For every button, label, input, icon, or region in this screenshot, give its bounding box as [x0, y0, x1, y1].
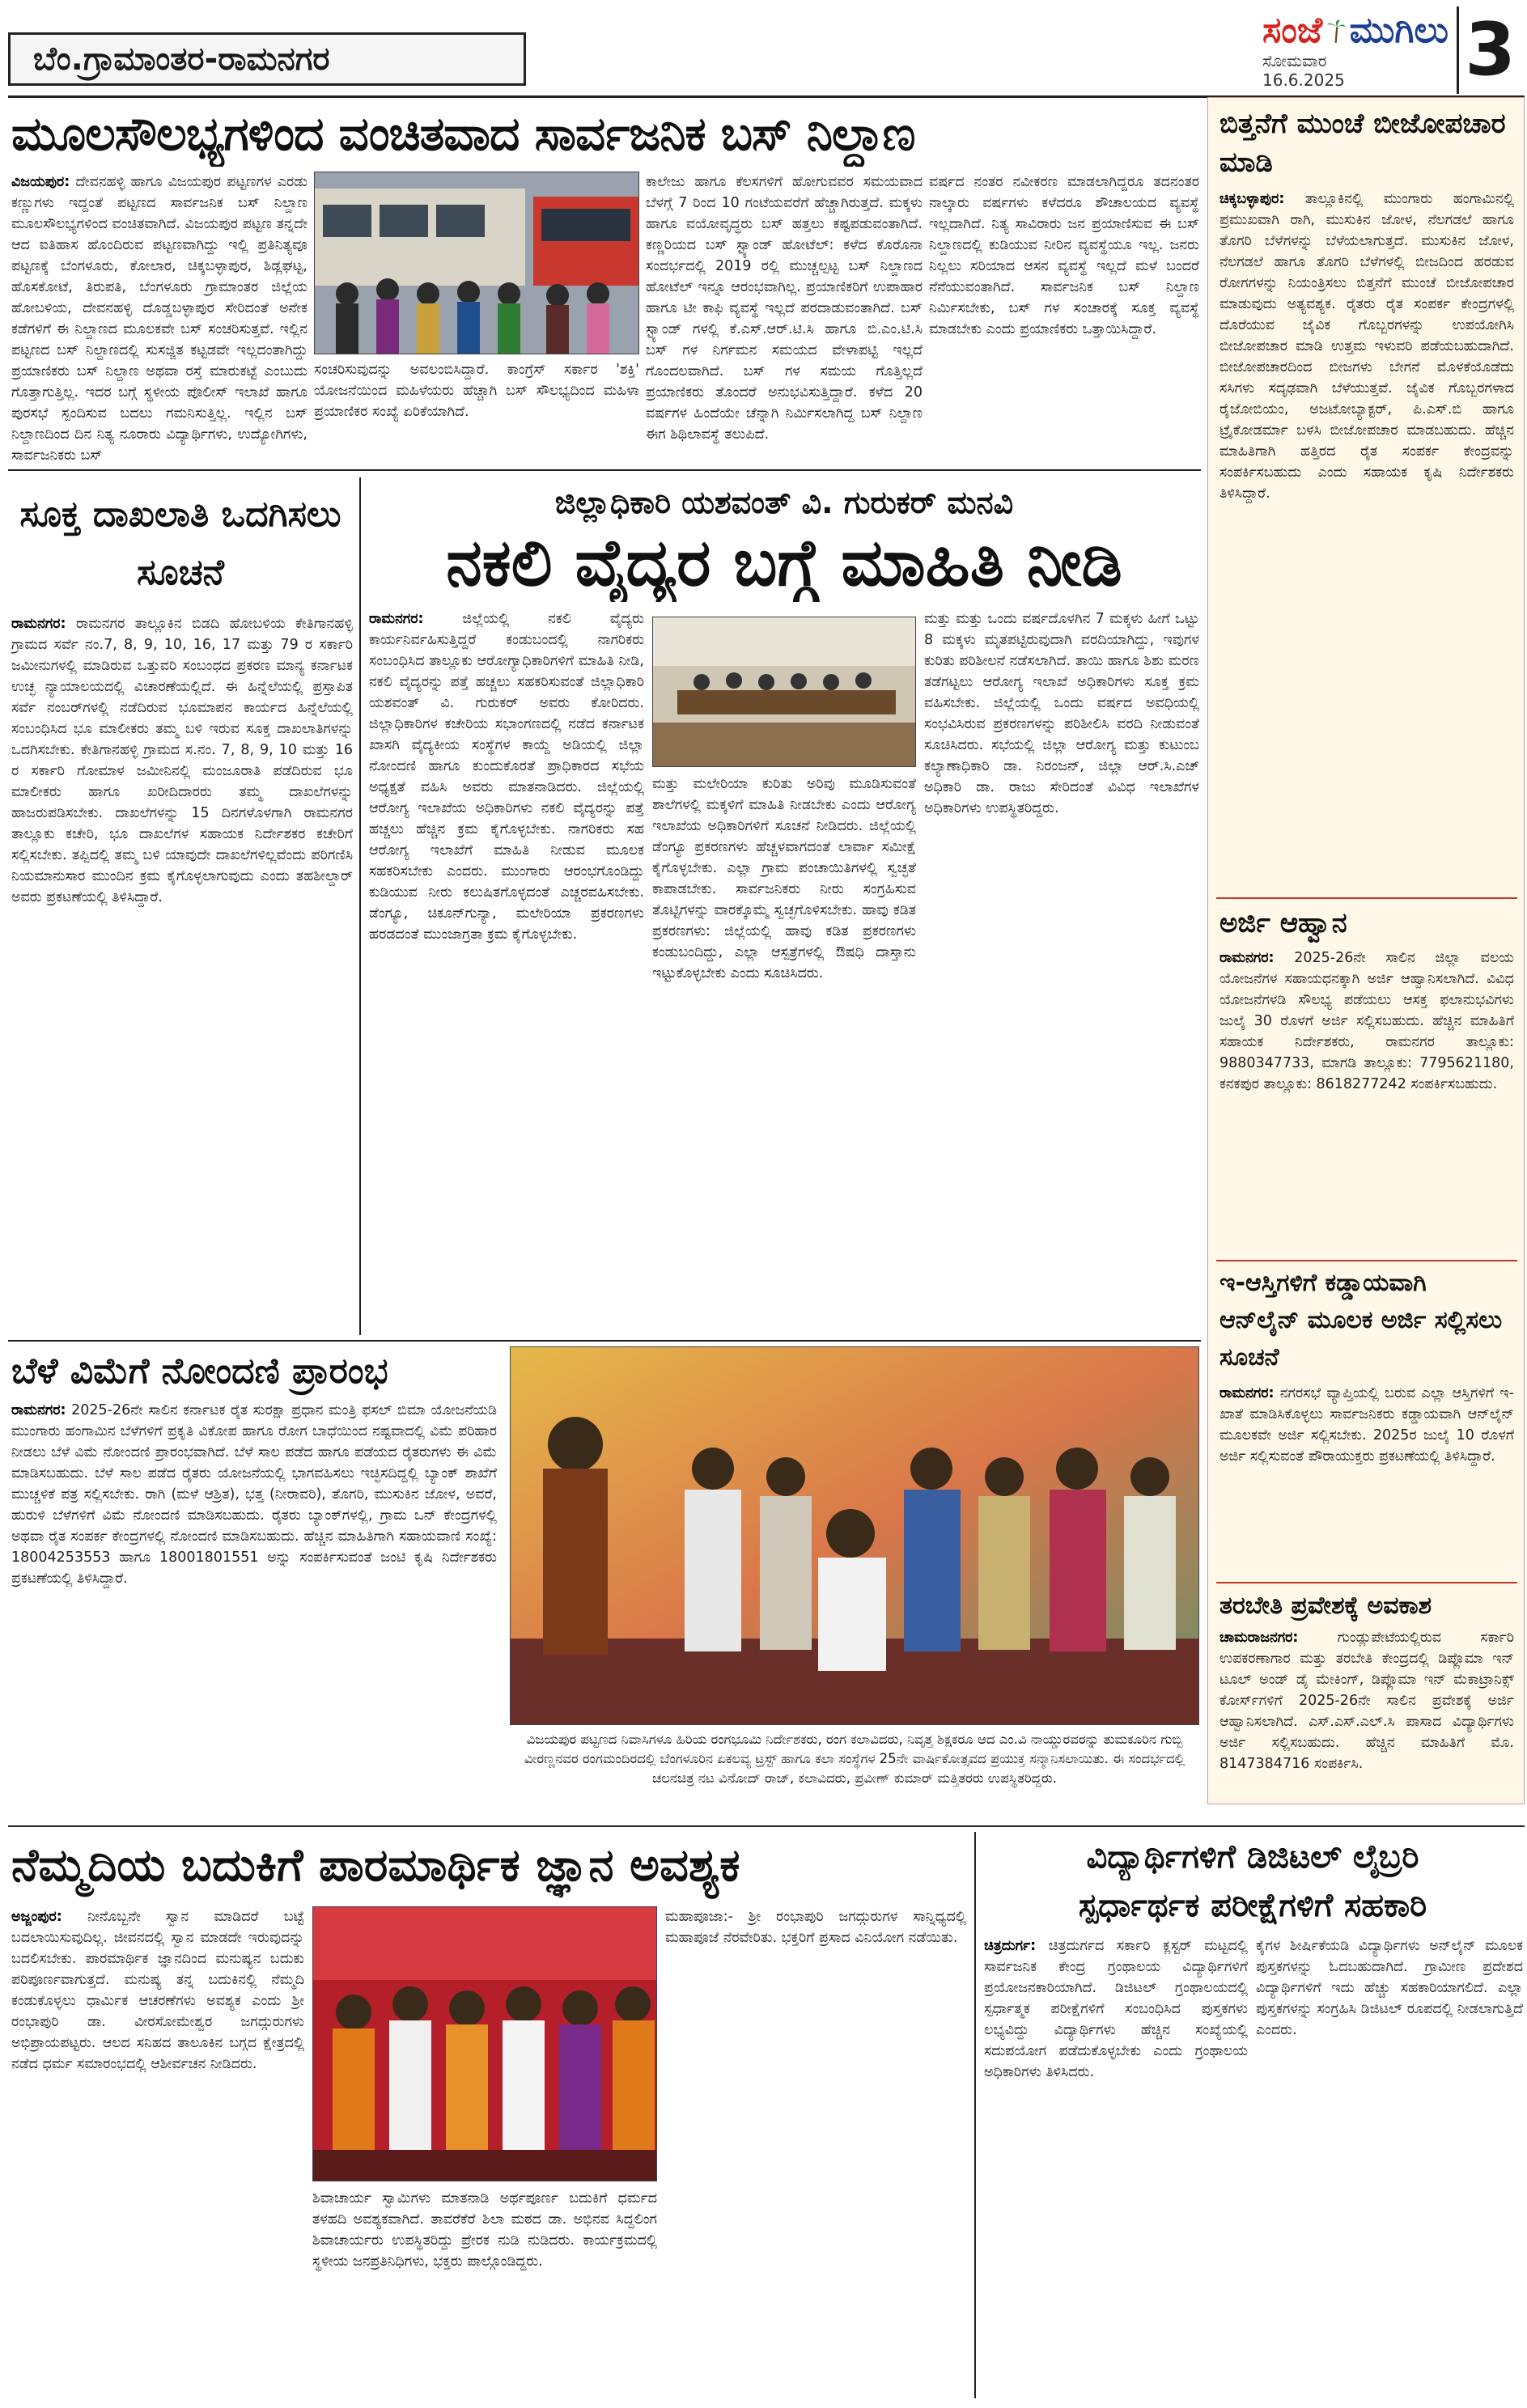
sidebar-h2: ಅರ್ಜಿ ಆಹ್ವಾನ — [1219, 907, 1347, 939]
sidebar-h4-body — [1219, 1627, 1514, 1799]
sidebar-h3-text: ನಗರಸಭೆ ವ್ಯಾಪ್ತಿಯಲ್ಲಿ ಬರುವ ಎಲ್ಲಾ ಆಸ್ತಿಗಳಿಗೆ ಇ-ಖಾತೆ ಮಾಡಿಸಿಕೊಳ್ಳಲು ಸಾರ್ವಜನಿಕರು ಕಡ್ಡಾಯವಾಗಿ ಆನ್‌ಲೈನ್ ಮೂಲಕವೇ ಅರ್ಜಿ ಸಲ್ಲಿಸಬೇಕು. 2025ರ ಜುಲೈ 10 ರೊಳಗೆ ಅರ್ಜಿ ಸಲ್ಲಿಸುವಂತೆ ಪೌರಾಯುಕ್ತರು ಪ್ರಕಟಣೆಯಲ್ಲಿ ತಿಳಿಸಿದ್ದಾರೆ. — [1219, 1385, 1514, 1465]
article1-col1 — [11, 172, 308, 463]
sidebar-h4-dateline: ಚಾಮರಾಜನಗರ: — [1219, 1630, 1299, 1646]
article3-col3: ಮತ್ತು ಮತ್ತು ಒಂದು ವರ್ಷದೊಳಗಿನ 7 ಮಕ್ಕಳು ಹೀಗೆ ಒಟ್ಟು 8 ಮಕ್ಕಳು ಮೃತಪಟ್ಟಿರುವುದಾಗಿ ವರದಿಯಾಗಿದ್ದು, ಇವುಗಳ ಕುರಿತು ಪರಿಶೀಲನೆ ನಡೆಸಲಾಗಿದೆ. ತಾಯಿ ಹಾಗೂ ಶಿಶು ಮರಣ ತಡೆಗಟ್ಟಲು ಆರೋಗ್ಯ ಇಲಾಖೆ ಅಧಿಕಾರಿಗಳು ಸೂಕ್ತ ಕ್ರಮ ವಹಿಸಬೇಕು. ಜಿಲ್ಲೆಯಲ್ಲಿ ಒಂದು ವರ್ಷದ ಅವಧಿಯಲ್ಲಿ ಸಂಭವಿಸಿರುವ ಪ್ರಕರಣಗಳನ್ನು ಪರಿಶೀಲಿಸಿ ವರದಿ ನೀಡುವಂತೆ ಸೂಚಿಸಿದರು. ಸಭೆಯಲ್ಲಿ ಜಿಲ್ಲಾ ಆರೋಗ್ಯ ಮತ್ತು ಕುಟುಂಬ ಕಲ್ಯಾಣಾಧಿಕಾರಿ ಡಾ. ನಿರಂಜನ್, ಜಿಲ್ಲಾ ಆರ್.ಸಿ.ಎಚ್ ಅಧಿಕಾರಿ ಡಾ. ರಾಜು ಸೇರಿದಂತೆ ವಿವಿಧ ಇಲಾಖೆಗಳ ಅಧಿಕಾರಿಗಳು ಉಪಸ್ಥಿತರಿದ್ದರು. — [924, 611, 1199, 816]
article1-headline: ಮೂಲಸೌಲಭ್ಯಗಳಿಂದ ವಂಚಿತವಾದ ಸಾರ್ವಜನಿಕ ಬಸ್ ನಿಲ್ದಾಣ — [11, 106, 915, 161]
article6-col1-text: ಚಿತ್ರದುರ್ಗದ ಸರ್ಕಾರಿ ಕ್ಲಸ್ಟರ್ ಮಟ್ಟದಲ್ಲಿ ಸಾರ್ವಜನಿಕ ಕೇಂದ್ರ ಗ್ರಂಥಾಲಯ ವಿದ್ಯಾರ್ಥಿಗಳಿಗೆ ಪ್ರಯೋಜನಕಾರಿಯಾಗಿದೆ. ಡಿಜಿಟಲ್ ಗ್ರಂಥಾಲಯದಲ್ಲಿ ಸ್ಪರ್ಧಾತ್ಮಕ ಪರೀಕ್ಷೆಗಳಿಗೆ ಸಂಬಂಧಿಸಿದ ಪುಸ್ತಕಗಳು ಲಭ್ಯವಿದ್ದು ವಿದ್ಯಾರ್ಥಿಗಳು ಹೆಚ್ಚಿನ ಸಂಖ್ಯೆಯಲ್ಲಿ ಸದುಪಯೋಗ ಪಡೆದುಕೊಳ್ಳಬೇಕು ಎಂದು ಗ್ರಂಥಾಲಯ ಅಧಿಕಾರಿಗಳು ತಿಳಿಸಿದರು. — [984, 1938, 1248, 2080]
sidebar-h2-body — [1219, 948, 1514, 1255]
sidebar-h4-text: ಗುಂಡ್ಲುಪೇಟೆಯಲ್ಲಿರುವ ಸರ್ಕಾರಿ ಉಪಕರಣಾಗಾರ ಮತ್ತು ತರಬೇತಿ ಕೇಂದ್ರದಲ್ಲಿ ಡಿಪ್ಲೊಮಾ ಇನ್ ಟೂಲ್ ಅಂಡ್ ಡೈ ಮೇಕಿಂಗ್, ಡಿಪ್ಲೊಮಾ ಇನ್ ಮೆಕಾಟ್ರಾನಿಕ್ಸ್ ಕೋರ್ಸ್‌ಗಳಿಗೆ 2025-26ನೇ ಸಾಲಿನ ಪ್ರವೇಶಕ್ಕೆ ಅರ್ಜಿ ಆಹ್ವಾನಿಸಲಾಗಿದೆ. ಎಸ್.ಎಸ್.ಎಲ್.ಸಿ ಪಾಸಾದ ವಿದ್ಯಾರ್ಥಿಗಳು ಅರ್ಜಿ ಸಲ್ಲಿಸಬಹುದು. ಹೆಚ್ಚಿನ ಮಾಹಿತಿಗೆ ಮೊ. 8147384716 ಸಂಪರ್ಕಿಸಿ. — [1219, 1630, 1514, 1772]
page-number: 3 — [1457, 6, 1521, 94]
article1-photo — [314, 172, 639, 354]
divider — [1216, 897, 1517, 899]
article5-dateline: ಅಜ್ಜಂಪುರ: — [11, 1909, 62, 1925]
article2-headline: ಸೂಕ್ತ ದಾಖಲಾತಿ ಒದಗಿಸಲು ಸೂಚನೆ — [19, 494, 341, 593]
article1-col2: ಕಾಲೇಜು ಹಾಗೂ ಕೆಲಸಗಳಿಗೆ ಹೋಗುವವರ ಸಮಯವಾದ ಬೆಳಗ್ಗೆ 7 ರಿಂದ 10 ಗಂಟೆಯವರೆಗೆ ಹೆಚ್ಚಾಗಿರುತ್ತದೆ. ಮಕ್ಕಳು ಹಾಗೂ ವಯೋವೃದ್ಧರು ಬಸ್ ಹತ್ತಲು ಕಷ್ಟಪಡುವಂತಾಗಿದೆ. ಕಣ್ಣರಿಯದ ಬಸ್ ಸ್ಟ್ಯಾಂಡ್ ಹೋಟೆಲ್: ಕಳೆದ ಕೊರೊನಾ ಸಂದರ್ಭದಲ್ಲಿ 2019 ರಲ್ಲಿ ಮುಚ್ಚಲ್ಪಟ್ಟ ಬಸ್ ನಿಲ್ದಾಣದ ಹೋಟೆಲ್ ಇನ್ನೂ ಆರಂಭವಾಗಿಲ್ಲ. ಪ್ರಯಾಣಿಕರಿಗೆ ಉಪಾಹಾರ ಹಾಗೂ ಟೀ ಕಾಫಿ ವ್ಯವಸ್ಥೆ ಇಲ್ಲದೆ ಪರದಾಡುವಂತಾಗಿದೆ. ಬಸ್ ಸ್ಟ್ಯಾಂಡ್ ಗಳಲ್ಲಿ ಕೆ.ಎಸ್.ಆರ್.ಟಿ.ಸಿ ಹಾಗೂ ಬಿ.ಎಂ.ಟಿ.ಸಿ ಬಸ್ ಗಳ ನಿರ್ಗಮನ ಸಮಯದ ವೇಳಾಪಟ್ಟಿ ಇಲ್ಲದೆ ಗೊಂದಲವಾಗಿದೆ. ಬಸ್ ಗಳ ಸಮಯ ಗೊತ್ತಿಲ್ಲದೆ ಪ್ರಯಾಣಿಕರು ತೊಂದರೆ ಅನುಭವಿಸುತ್ತಿದ್ದಾರೆ. ಕಳೆದ 20 ವರ್ಷಗಳ ಹಿಂದೆಯೇ ಚೆನ್ನಾಗಿ ನಿರ್ಮಿಸಲಾಗಿದ್ದ ಬಸ್ ನಿಲ್ದಾಣ ಈಗ ಶಿಥಿಲಾವಸ್ಥೆ ತಲುಪಿದೆ. — [646, 174, 923, 443]
divider — [1216, 1260, 1517, 1261]
article1-dateline: ವಿಜಯಪುರ: — [11, 174, 70, 190]
article5-col1 — [11, 1906, 304, 2400]
article4-dateline: ರಾಮನಗರ: — [11, 1402, 66, 1418]
bus-stand-crowd-image — [315, 172, 639, 354]
article4-text: 2025-26ನೇ ಸಾಲಿನ ಕರ್ನಾಟಕ ರೈತ ಸುರಕ್ಷಾ ಪ್ರಧಾನ ಮಂತ್ರಿ ಫಸಲ್ ಬಿಮಾ ಯೋಜನೆಯಡಿ ಮುಂಗಾರು ಹಂಗಾಮಿನ ಬೆಳೆಗಳಿಗೆ ಪ್ರಕೃತಿ ವಿಕೋಪ ಹಾಗೂ ರೋಗ ಬಾಧೆಯಿಂದ ನಷ್ಟವಾದಲ್ಲಿ ವಿಮೆ ಪರಿಹಾರ ನೀಡಲು ಬೆಳೆ ವಿಮೆ ನೋಂದಣಿ ಪ್ರಾರಂಭವಾಗಿದೆ. ಬೆಳೆ ಸಾಲ ಪಡೆದ ಹಾಗೂ ಪಡೆಯದ ರೈತರುಗಳು ಈ ವಿಮೆ ಮಾಡಿಸಬಹುದು. ಬೆಳೆ ಸಾಲ ಪಡೆದ ರೈತರು ಯೋಜನೆಯಲ್ಲಿ ಭಾಗವಹಿಸಲು ಇಚ್ಛಿಸದಿದ್ದಲ್ಲಿ ಬ್ಯಾಂಕ್ ಶಾಖೆಗೆ ಮುಚ್ಚಳಿಕೆ ಪತ್ರ ಸಲ್ಲಿಸಬೇಕು. ರಾಗಿ (ಮಳೆ ಆಶ್ರಿತ), ಭತ್ತ (ನೀರಾವರಿ), ತೊಗರಿ, ಮುಸುಕಿನ ಜೋಳ, ಅವರೆ, ಹುರುಳಿ ಬೆಳೆಗಳಿಗೆ ವಿಮೆ ನೋಂದಣಿ ಮಾಡಿಸಬಹುದು. ರೈತರು ಬ್ಯಾಂಕ್‌ಗಳಲ್ಲಿ, ಗ್ರಾಮ ಒನ್ ಕೇಂದ್ರಗಳಲ್ಲಿ ಅಥವಾ ರೈತ ಸಂಪರ್ಕ ಕೇಂದ್ರಗಳಲ್ಲಿ ನೋಂದಣಿ ಮಾಡಿಸಬಹುದು. ಹೆಚ್ಚಿನ ಮಾಹಿತಿಗಾಗಿ ಸಹಾಯವಾಣಿ ಸಂಖ್ಯೆ: 18004253553 ಹಾಗೂ 18001801551 ಅನ್ನು ಸಂಪರ್ಕಿಸುವಂತೆ ಜಂಟಿ ಕೃಷಿ ನಿರ್ದೇಶಕರು ಪ್ರಕಟಣೆಯಲ್ಲಿ ತಿಳಿಸಿದ್ದಾರೆ. — [11, 1402, 497, 1587]
sidebar-h2-dateline: ರಾಮನಗರ: — [1219, 950, 1275, 966]
article5-col3: ಮಹಾಪೂಜಾ:- ಶ್ರೀ ರಂಭಾಪುರಿ ಜಗದ್ಗುರುಗಳ ಸಾನ್ನಿಧ್ಯದಲ್ಲಿ ಮಹಾಪೂಜೆ ನೆರವೇರಿತು. ಭಕ್ತರಿಗೆ ಪ್ರಸಾದ ವಿನಿಯೋಗ ನಡೆಯಿತು. — [665, 1909, 966, 1946]
column-divider — [359, 477, 361, 1335]
article2-body — [11, 613, 353, 1333]
sidebar-h4: ತರಬೇತಿ ಪ್ರವೇಶಕ್ಕೆ ಅವಕಾಶ — [1219, 1592, 1432, 1620]
article3-col1 — [369, 608, 644, 1333]
article5-col2: ಶಿವಾಚಾರ್ಯ ಸ್ವಾಮಿಗಳು ಮಾತನಾಡಿ ಅರ್ಥಪೂರ್ಣ ಬದುಕಿಗೆ ಧರ್ಮದ ತಳಹದಿ ಅವಶ್ಯಕವಾಗಿದೆ. ತಾವರೆಕೆರೆ ಶಿಲಾ ಮಠದ ಡಾ. ಅಭಿನವ ಸಿದ್ದಲಿಂಗ ಶಿವಾಚಾರ್ಯರು ಉಪಸ್ಥಿತರಿದ್ದು ಪ್ರೇರಕ ನುಡಿ ನುಡಿದರು. ಕಾರ್ಯಕ್ರಮದಲ್ಲಿ ಸ್ಥಳೀಯ ಜನಪ್ರತಿನಿಧಿಗಳು, ಭಕ್ತರು ಪಾಲ್ಗೊಂಡಿದ್ದರು. — [312, 2190, 657, 2270]
sidebar-h2-text: 2025-26ನೇ ಸಾಲಿನ ಜಿಲ್ಲಾ ವಲಯ ಯೋಜನೆಗಳ ಸಹಾಯಧನಕ್ಕಾಗಿ ಅರ್ಜಿ ಆಹ್ವಾನಿಸಲಾಗಿದೆ. ವಿವಿಧ ಯೋಜನೆಗಳಡಿ ಸೌಲಭ್ಯ ಪಡೆಯಲು ಆಸಕ್ತ ಫಲಾನುಭವಿಗಳು ಜುಲೈ 30 ರೊಳಗೆ ಅರ್ಜಿ ಸಲ್ಲಿಸಬಹುದು. ಹೆಚ್ಚಿನ ಮಾಹಿತಿಗೆ ಸಹಾಯಕ ನಿರ್ದೇಶಕರು, ರಾಮನಗರ ತಾಲ್ಲೂಕು: 9880347733, ಮಾಗಡಿ ತಾಲ್ಲೂಕು: 7795621180, ಕನಕಪುರ ತಾಲ್ಲೂಕು: 8618277242 ಸಂಪರ್ಕಿಸಬಹುದು. — [1219, 950, 1514, 1092]
article1-col3: ವರ್ಷದ ನಂತರ ನವೀಕರಣ ಮಾಡಲಾಗಿದ್ದರೂ ತದನಂತರ ನಾಲ್ಕಾರು ವರ್ಷಗಳು ಕಳೆದರೂ ಶೌಚಾಲಯದ ವ್ಯವಸ್ಥೆ ಇಲ್ಲದಾಗಿದೆ. ನಿತ್ಯ ಸಾವಿರಾರು ಜನ ಪ್ರಯಾಣಿಸುವ ಈ ಬಸ್ ನಿಲ್ದಾಣದಲ್ಲಿ ಕುಡಿಯುವ ನೀರಿನ ವ್ಯವಸ್ಥೆಯೂ ಇಲ್ಲ. ಜನರು ನಿಲ್ಲಲು ಸರಿಯಾದ ಆಸನ ವ್ಯವಸ್ಥೆ ಇಲ್ಲದೆ ಮಳೆ ಬಂದರೆ ನೆನೆಯುವಂತಾಗಿದೆ. ಸಾರ್ವಜನಿಕ ಬಸ್ ನಿಲ್ದಾಣ ನಿರ್ಮಿಸಬೇಕು, ಬಸ್ ಗಳ ಸಂಚಾರಕ್ಕೆ ಸೂಕ್ತ ವ್ಯವಸ್ಥೆ ಮಾಡಬೇಕು ಎಂದು ಪ್ರಯಾಣಿಕರು ಒತ್ತಾಯಿಸಿದ್ದಾರೆ. — [929, 174, 1199, 337]
palm-tree-icon — [1326, 15, 1346, 47]
article5-col1-text: ನೀನೊಬ್ಬನೇ ಸ್ವಾನ ಮಾಡಿದರೆ ಬಟ್ಟೆ ಬದಲಾಯಿಸುವುದಿಲ್ಲ. ಜೀವನದಲ್ಲಿ ಸ್ವಾನ ಮಾಡದೇ ಇರುವುದನ್ನು ಬದಲಿಸಬೇಕು. ಪಾರಮಾರ್ಥಿಕ ಜ್ಞಾನದಿಂದ ಮನುಷ್ಯನ ಬದುಕು ಪರಿಪೂರ್ಣವಾಗುತ್ತದೆ. ಮನುಷ್ಯ ತನ್ನ ಬದುಕಿನಲ್ಲಿ ನೆಮ್ಮದಿ ಕಂಡುಕೊಳ್ಳಲು ಧಾರ್ಮಿಕ ಆಚರಣೆಗಳು ಅವಶ್ಯಕ ಎಂದು ಶ್ರೀ ರಂಭಾಪುರಿ ಡಾ. ವೀರಸೋಮೇಶ್ವರ ಜಗದ್ಗುರುಗಳು ಅಭಿಪ್ರಾಯಪಟ್ಟರು. ಆಲದ ಸನಿಹದ ತಾಲೂಕಿನ ಬಗ್ಗದ ಕ್ಷೇತ್ರದಲ್ಲಿ ನಡೆದ ಧರ್ಮ ಸಮಾರಂಭದಲ್ಲಿ ಆಶೀರ್ವಚನ ನೀಡಿದರು. — [11, 1909, 304, 2072]
article5-headline: ನೆಮ್ಮದಿಯ ಬದುಕಿಗೆ ಪಾರಮಾರ್ಥಿಕ ಜ್ಞಾನ ಅವಶ್ಯಕ — [11, 1839, 740, 1892]
article5-photo — [312, 1906, 657, 2181]
event-photo — [510, 1346, 1199, 1725]
article4-body — [11, 1400, 497, 1821]
column-divider — [974, 1832, 976, 2398]
article6-col2: ಕೈಗಳ ಶೀರ್ಷಿಕೆಯಡಿ ವಿದ್ಯಾರ್ಥಿಗಳು ಅನ್‌ಲೈನ್ ಮೂಲಕ ಪುಸ್ತಕಗಳನ್ನು ಓದಬಹುದಾಗಿದೆ. ಗ್ರಾಮೀಣ ಪ್ರದೇಶದ ವಿದ್ಯಾರ್ಥಿಗಳಿಗೆ ಇದು ಹೆಚ್ಚು ಸಹಕಾರಿಯಾಗಲಿದೆ. ಎಲ್ಲಾ ಪುಸ್ತಕಗಳನ್ನು ಸಂಗ್ರಹಿಸಿ ಡಿಜಿಟಲ್ ರೂಪದಲ್ಲಿ ನೀಡಲಾಗುತ್ತಿದೆ ಎಂದರು. — [1256, 1938, 1523, 2038]
article3-headline: ನಕಲಿ ವೈದ್ಯರ ಬಗ್ಗೆ ಮಾಹಿತಿ ನೀಡಿ — [446, 525, 1122, 600]
article1-col1-text: ದೇವನಹಳ್ಳಿ ಹಾಗೂ ವಿಜಯಪುರ ಪಟ್ಟಣಗಳ ಎರಡು ಕಣ್ಣುಗಳು ಇದ್ದಂತೆ ಪಟ್ಟಣದ ಸಾರ್ವಜನಿಕ ಬಸ್ ನಿಲ್ದಾಣ ಮೂಲಸೌಲಭ್ಯಗಳಿಂದ ವಂಚಿತವಾಗಿದೆ. ವಿಜಯಪುರ ಪಟ್ಟಣ ತನ್ನದೇ ಆದ ಐತಿಹಾಸ ಹೊಂದಿರುವ ಪಟ್ಟಣವಾಗಿದ್ದು ಇಲ್ಲಿ ಪ್ರತಿನಿತ್ಯವೂ ಪಟ್ಟಣಕ್ಕೆ ಬೆಂಗಳೂರು, ಕೋಲಾರ, ಚಿಕ್ಕಬಳ್ಳಾಪುರ, ಶಿಡ್ಲಘಟ್ಟ, ಹೊಸಕೋಟೆ, ತಿರುಪತಿ, ಬೆಂಗಳೂರು ಗ್ರಾಮಾಂತರ ಜಿಲ್ಲೆಯ ಹೋಬಳಿಯ, ದೇವನಹಳ್ಳಿ ದೊಡ್ಡಬಳ್ಳಾಪುರ ಸೇರಿದಂತೆ ಅನೇಕ ಕಡೆಗಳಿಗೆ ಈ ನಿಲ್ದಾಣದ ಮೂಲಕವೇ ಬಸ್ ಸಂಚರಿಸುತ್ತವೆ. ಇಲ್ಲಿನ ಪಟ್ಟಣದ ಬಸ್ ನಿಲ್ದಾಣದಲ್ಲಿ ಸುಸಜ್ಜಿತ ಕಟ್ಟಡವೇ ಇಲ್ಲದಂತಾಗಿದ್ದು ಪ್ರಯಾಣಿಕರು ಬಸ್ ನಿಲ್ದಾಣ ಅಥವಾ ರಸ್ತೆ ಮಾರುಕಟ್ಟೆ ಎಂಬುದು ಗೊತ್ತಾಗುತ್ತಿಲ್ಲ. ಇದರ ಬಗ್ಗೆ ಸ್ಥಳೀಯ ಪೊಲೀಸ್ ಇಲಾಖೆ ಹಾಗೂ ಪುರಸಭೆ ಸ್ಪಂದಿಸುವ ಬದಲು ಗಮನಿಸುತ್ತಿಲ್ಲ. ಇಲ್ಲಿನ ಬಸ್ ನಿಲ್ದಾಣದಿಂದ ದಿನ ನಿತ್ಯ ನೂರಾರು ವಿದ್ಯಾರ್ಥಿಗಳು, ಉದ್ಯೋಗಿಗಳು, ಸಾರ್ವಜನಿಕರು ಬಸ್ — [11, 174, 308, 463]
felicitation-event-image — [511, 1347, 1199, 1725]
masthead-logo — [1262, 10, 1449, 91]
meeting-hall-image — [653, 617, 916, 767]
article3-kicker: ಜಿಲ್ಲಾಧಿಕಾರಿ ಯಶವಂತ್ ವಿ. ಗುರುಕರ್ ಮನವಿ — [554, 485, 1014, 520]
article3-col2: ಮತ್ತು ಮಲೇರಿಯಾ ಕುರಿತು ಅರಿವು ಮೂಡಿಸುವಂತೆ ಶಾಲೆಗಳಲ್ಲಿ ಮಕ್ಕಳಿಗೆ ಮಾಹಿತಿ ನೀಡಬೇಕು ಎಂದು ಆರೋಗ್ಯ ಇಲಾಖೆಯ ಅಧಿಕಾರಿಗಳಿಗೆ ಸೂಚನೆ ನೀಡಿದರು. ಜಿಲ್ಲೆಯಲ್ಲಿ ಡೆಂಗ್ಯೂ ಪ್ರಕರಣಗಳು ಹೆಚ್ಚಳವಾಗದಂತೆ ಲಾರ್ವಾ ಸಮೀಕ್ಷೆ ಕೈಗೊಳ್ಳಬೇಕು. ಎಲ್ಲಾ ಗ್ರಾಮ ಪಂಚಾಯಿತಿಗಳಲ್ಲಿ ಸ್ವಚ್ಛತೆ ಕಾಪಾಡಬೇಕು. ಸಾರ್ವಜನಿಕರು ನೀರು ಸಂಗ್ರಹಿಸುವ ತೊಟ್ಟಿಗಳನ್ನು ವಾರಕ್ಕೊಮ್ಮೆ ಸ್ವಚ್ಛಗೊಳಿಸಬೇಕು. ಹಾವು ಕಡಿತ ಪ್ರಕರಣಗಳು: ಜಿಲ್ಲೆಯಲ್ಲಿ ಹಾವು ಕಡಿತ ಪ್ರಕರಣಗಳು ಕಂಡುಬಂದಿದ್ದು, ಎಲ್ಲಾ ಆಸ್ಪತ್ರೆಗಳಲ್ಲಿ ಔಷಧಿ ದಾಸ್ತಾನು ಇಟ್ಟುಕೊಳ್ಳಬೇಕು ಎಂದು ಸೂಚಿಸಿದರು. — [652, 776, 916, 981]
issue-day: ಸೋಮವಾರ — [1262, 51, 1327, 70]
divider — [8, 1340, 1201, 1342]
article2-dateline: ರಾಮನಗರ: — [11, 616, 66, 632]
article6-headline-line2: ಸ್ಪರ್ಧಾರ್ಥಕ ಪರೀಕ್ಷೆಗಳಿಗೆ ಸಹಕಾರಿ — [1078, 1887, 1427, 1924]
article6-col1 — [984, 1935, 1248, 2400]
sidebar-h1-dateline: ಚಿಕ್ಕಬಳ್ಳಾಪುರ: — [1219, 191, 1285, 207]
article4-headline: ಬೆಳೆ ವಿಮೆಗೆ ನೋಂದಣಿ ಪ್ರಾರಂಭ — [11, 1350, 388, 1392]
sidebar-h3: ಇ-ಆಸ್ತಿಗಳಿಗೆ ಕಡ್ಡಾಯವಾಗಿ ಆನ್‌ಲೈನ್ ಮೂಲಕ ಅರ್ಜಿ ಸಲ್ಲಿಸಲು ಸೂಚನೆ — [1219, 1269, 1503, 1371]
article3-col1-text: ಜಿಲ್ಲೆಯಲ್ಲಿ ನಕಲಿ ವೈದ್ಯರು ಕಾರ್ಯನಿರ್ವಹಿಸುತ್ತಿದ್ದರೆ ಕಂಡುಬಂದಲ್ಲಿ ನಾಗರಿಕರು ಸಂಬಂಧಿಸಿದ ತಾಲ್ಲೂಕು ಆರೋಗ್ಯಾಧಿಕಾರಿಗಳಿಗೆ ಮಾಹಿತಿ ನೀಡಿ, ನಕಲಿ ವೈದ್ಯರನ್ನು ಪತ್ತೆ ಹಚ್ಚಲು ಸಹಕರಿಸುವಂತೆ ಜಿಲ್ಲಾಧಿಕಾರಿ ಯಶವಂತ್ ವಿ. ಗುರುಕರ್ ಅವರು ಕೋರಿದರು. ಜಿಲ್ಲಾಧಿಕಾರಿಗಳ ಕಚೇರಿಯ ಸಭಾಂಗಣದಲ್ಲಿ ನಡೆದ ಕರ್ನಾಟಕ ಖಾಸಗಿ ವೈದ್ಯಕೀಯ ಸಂಸ್ಥೆಗಳ ಕಾಯ್ದೆ ಅಡಿಯಲ್ಲಿ ಜಿಲ್ಲಾ ನೋಂದಣಿ ಹಾಗೂ ಕುಂದುಕೊರತೆ ಪ್ರಾಧಿಕಾರದ ಸಭೆಯ ಅಧ್ಯಕ್ಷತೆ ವಹಿಸಿ ಅವರು ಮಾತನಾಡಿದರು. ಜಿಲ್ಲೆಯಲ್ಲಿ ಆರೋಗ್ಯ ಇಲಾಖೆಯ ಅಧಿಕಾರಿಗಳು ನಕಲಿ ವೈದ್ಯರನ್ನು ಪತ್ತೆ ಹಚ್ಚಲು ಹೆಚ್ಚಿನ ಕ್ರಮ ಕೈಗೊಳ್ಳಬೇಕು. ನಾಗರಿಕರು ಸಹ ಆರೋಗ್ಯ ಇಲಾಖೆಗೆ ಮಾಹಿತಿ ನೀಡುವ ಮೂಲಕ ಸಹಕರಿಸಬೇಕು ಎಂದರು. ಮುಂಗಾರು ಆರಂಭಗೊಂಡಿದ್ದು ಕುಡಿಯುವ ನೀರು ಕಲುಷಿತಗೊಳ್ಳದಂತೆ ಎಚ್ಚರವಹಿಸಬೇಕು. ಡೆಂಗ್ಯೂ, ಚಿಕೂನ್‌ಗುನ್ಯಾ, ಮಲೇರಿಯಾ ಪ್ರಕರಣಗಳು ಹರಡದಂತೆ ಮುಂಜಾಗ್ರತಾ ಕ್ರಮ ಕೈಗೊಳ್ಳಬೇಕು. — [369, 611, 644, 943]
event-photo-caption: ವಿಜಯಪುರ ಪಟ್ಟಣದ ನಿವಾಸಿಗಳೂ ಹಿರಿಯ ರಂಗಭೂಮಿ ನಿರ್ದೇಶಕರು, ರಂಗ ಕಲಾವಿದರು, ನಿವೃತ್ತ ಶಿಕ್ಷಕರೂ ಆದ ಎಂ.ವಿ ನಾಯ್ಡುರವರನ್ನು ತುಮಕೂರಿನ ಗುಬ್ಬಿ ವೀರಣ್ಣನವರ ರಂಗಮಂದಿರದಲ್ಲಿ ಬೆಂಗಳೂರಿನ ಏಕಲವ್ಯ ಟ್ರಸ್ಟ್ ಹಾಗೂ ಕಲಾ ಸಂಸ್ಥೆಗಳ 25ನೇ ವಾರ್ಷಿಕೋತ್ಸವದ ಪ್ರಯುಕ್ತ ಸನ್ಮಾನಿಸಲಾಯಿತು. ಈ ಸಂದರ್ಭದಲ್ಲಿ ಚಲನಚಿತ್ರ ನಟ ವಿನೋದ್ ರಾಜ್, ಕಲಾವಿದರು, ಪ್ರವೀಣ್ ಕುಮಾರ್ ಮತ್ತಿತರರು ಉಪಸ್ಥಿತರಿದ್ದರು. — [524, 1732, 1186, 1786]
article1-photo-caption: ಸಂಚರಿಸುವುದನ್ನು ಅವಲಂಬಿಸಿದ್ದಾರೆ. ಕಾಂಗ್ರೆಸ್ ಸರ್ಕಾರ 'ಶಕ್ತಿ' ಯೋಜನೆಯಿಂದ ಮಹಿಳೆಯರು ಹೆಚ್ಚಾಗಿ ಬಸ್ ಸೌಲಭ್ಯದಿಂದ ಮಹಿಳಾ ಪ್ರಯಾಣಿಕರ ಸಂಖ್ಯೆ ಏರಿಕೆಯಾಗಿದೆ. — [314, 362, 639, 420]
divider — [8, 1825, 1525, 1827]
logo-sanje: ಸಂಜೆ — [1262, 10, 1323, 51]
article3-dateline: ರಾಮನಗರ: — [369, 611, 424, 627]
sidebar-h1: ಬಿತ್ತನೆಗೆ ಮುಂಚೆ ಬೀಜೋಪಚಾರ ಮಾಡಿ — [1219, 108, 1506, 179]
article2-text: ರಾಮನಗರ ತಾಲ್ಲೂಕಿನ ಬಿಡದಿ ಹೋಬಳಿಯ ಕೇತಿಗಾನಹಳ್ಳಿ ಗ್ರಾಮದ ಸರ್ವೆ ನಂ.7, 8, 9, 10, 16, 17 ಮತ್ತು 79 ರ ಸರ್ಕಾರಿ ಜಮೀನುಗಳಲ್ಲಿ ಮಾಡಿರುವ ಒತ್ತುವರಿ ಸಂಬಂಧದ ಪ್ರಕರಣ ಮಾನ್ಯ ಕರ್ನಾಟಕ ಉಚ್ಛ ನ್ಯಾಯಾಲಯದಲ್ಲಿ ವಿಚಾರಣೆಯಲ್ಲಿದೆ. ಈ ಹಿನ್ನೆಲೆಯಲ್ಲಿ ಪ್ರಸ್ತಾಪಿತ ಸರ್ವೆ ನಂಬರ್‌ಗಳಲ್ಲಿ ನಡೆದಿರುವ ಭೂಮಾಪನ ಕಾರ್ಯದ ಹಿನ್ನೆಲೆಯಲ್ಲಿ ಸಂಬಂಧಿಸಿದ ಭೂ ಮಾಲೀಕರು ತಮ್ಮ ಬಳಿ ಇರುವ ಸೂಕ್ತ ದಾಖಲಾತಿಗಳನ್ನು ಒದಗಿಸಬೇಕು. ಕೇತಿಗಾನಹಳ್ಳಿ ಗ್ರಾಮದ ಸ.ನಂ. 7, 8, 9, 10 ಮತ್ತು 16 ರ ಸರ್ಕಾರಿ ಗೋಮಾಳ ಜಮೀನಿನಲ್ಲಿ ಮಂಜೂರಾತಿ ಪಡೆದಿರುವ ಭೂ ಮಾಲೀಕರು ಹಾಗೂ ಖರೀದಿದಾರರು ತಮ್ಮ ದಾಖಲೆಗಳನ್ನು ಹಾಜರುಪಡಿಸಬೇಕು. ದಾಖಲೆಗಳನ್ನು 15 ದಿನಗಳೊಳಗಾಗಿ ರಾಮನಗರ ತಾಲ್ಲೂಕು ಕಚೇರಿ, ಭೂ ದಾಖಲೆಗಳ ಸಹಾಯಕ ನಿರ್ದೇಶಕರ ಕಚೇರಿಗೆ ಸಲ್ಲಿಸಬೇಕು. ತಪ್ಪಿದಲ್ಲಿ ತಮ್ಮ ಬಳಿ ಯಾವುದೇ ದಾಖಲೆಗಳಿಲ್ಲವೆಂದು ಪರಿಗಣಿಸಿ ನಿಯಮಾನುಸಾರ ಮುಂದಿನ ಕ್ರಮ ಕೈಗೊಳ್ಳಲಾಗುವುದು ಎಂದು ತಹಶೀಲ್ದಾರ್ ಅವರು ಪ್ರಕಟಣೆಯಲ್ಲಿ ತಿಳಿಸಿದ್ದಾರೆ. — [11, 616, 353, 905]
sidebar-briefs — [1207, 97, 1525, 1804]
sidebar-h1-text: ತಾಲ್ಲೂಕಿನಲ್ಲಿ ಮುಂಗಾರು ಹಂಗಾಮಿನಲ್ಲಿ ಪ್ರಮುಖವಾಗಿ ರಾಗಿ, ಮುಸುಕಿನ ಜೋಳ, ನೆಲಗಡಲೆ ಹಾಗೂ ತೊಗರಿ ಬೆಳೆಗಳನ್ನು ಬೆಳೆಯಲಾಗುತ್ತದೆ. ಮುಸುಕಿನ ಜೋಳ, ನೆಲಗಡಲೆ ಹಾಗೂ ತೊಗರಿ ಬೆಳೆಗಳಲ್ಲಿ ಬೀಜದಿಂದ ಹರಡುವ ರೋಗಗಳನ್ನು ನಿಯಂತ್ರಿಸಲು ಬಿತ್ತನೆಗೆ ಮುಂಚೆ ಬೀಜೋಪಚಾರ ಮಾಡುವುದು ಅತ್ಯವಶ್ಯಕ. ರೈತರು ರೈತ ಸಂಪರ್ಕ ಕೇಂದ್ರಗಳಲ್ಲಿ ದೊರೆಯುವ ಜೈವಿಕ ಗೊಬ್ಬರಗಳನ್ನು ಉಪಯೋಗಿಸಿ ಬೀಜೋಪಚಾರ ಮಾಡಿ ಉತ್ತಮ ಇಳುವರಿ ಪಡೆಯಬಹುದಾಗಿದೆ. ಬೀಜೋಪಚಾರದಿಂದ ಬೀಜಗಳು ಬೇಗನೆ ಮೊಳಕೆಯೊಡೆದು ಸಸಿಗಳು ಸದೃಢವಾಗಿ ಬೆಳೆಯುತ್ತವೆ. ಜೈವಿಕ ಗೊಬ್ಬರಗಳಾದ ರೈಜೋಬಿಯಂ, ಅಜಟೋಬ್ಯಾಕ್ಟರ್, ಪಿ.ಎಸ್.ಬಿ ಹಾಗೂ ಟ್ರೈಕೋಡರ್ಮಾ ಬಳಸಿ ಬೀಜೋಪಚಾರ ಮಾಡಬಹುದು. ಹೆಚ್ಚಿನ ಮಾಹಿತಿಗಾಗಿ ಹತ್ತಿರದ ರೈತ ಸಂಪರ್ಕ ಕೇಂದ್ರವನ್ನು ಸಂಪರ್ಕಿಸಬಹುದು ಎಂದು ಸಹಾಯಕ ಕೃಷಿ ನಿರ್ದೇಶಕರು ತಿಳಿಸಿದ್ದಾರೆ. — [1219, 191, 1514, 502]
article6-headline-line1: ವಿದ್ಯಾರ್ಥಿಗಳಿಗೆ ಡಿಜಿಟಲ್ ಲೈಬ್ರರಿ — [1086, 1838, 1419, 1876]
divider — [1216, 1582, 1517, 1583]
article3-photo — [652, 617, 916, 767]
religious-ceremony-image — [313, 1907, 657, 2181]
section-label: ಬೆಂ.ಗ್ರಾಮಾಂತರ-ರಾಮನಗರ — [8, 32, 526, 86]
logo-mugilu: ಮುಗಿಲು — [1349, 10, 1449, 51]
article6-dateline: ಚಿತ್ರದುರ್ಗ: — [984, 1938, 1037, 1954]
issue-date: 16.6.2025 — [1262, 70, 1345, 90]
divider — [8, 469, 1201, 471]
sidebar-h3-dateline: ರಾಮನಗರ: — [1219, 1385, 1275, 1401]
sidebar-h1-body — [1219, 189, 1514, 892]
sidebar-h3-body — [1219, 1383, 1514, 1577]
